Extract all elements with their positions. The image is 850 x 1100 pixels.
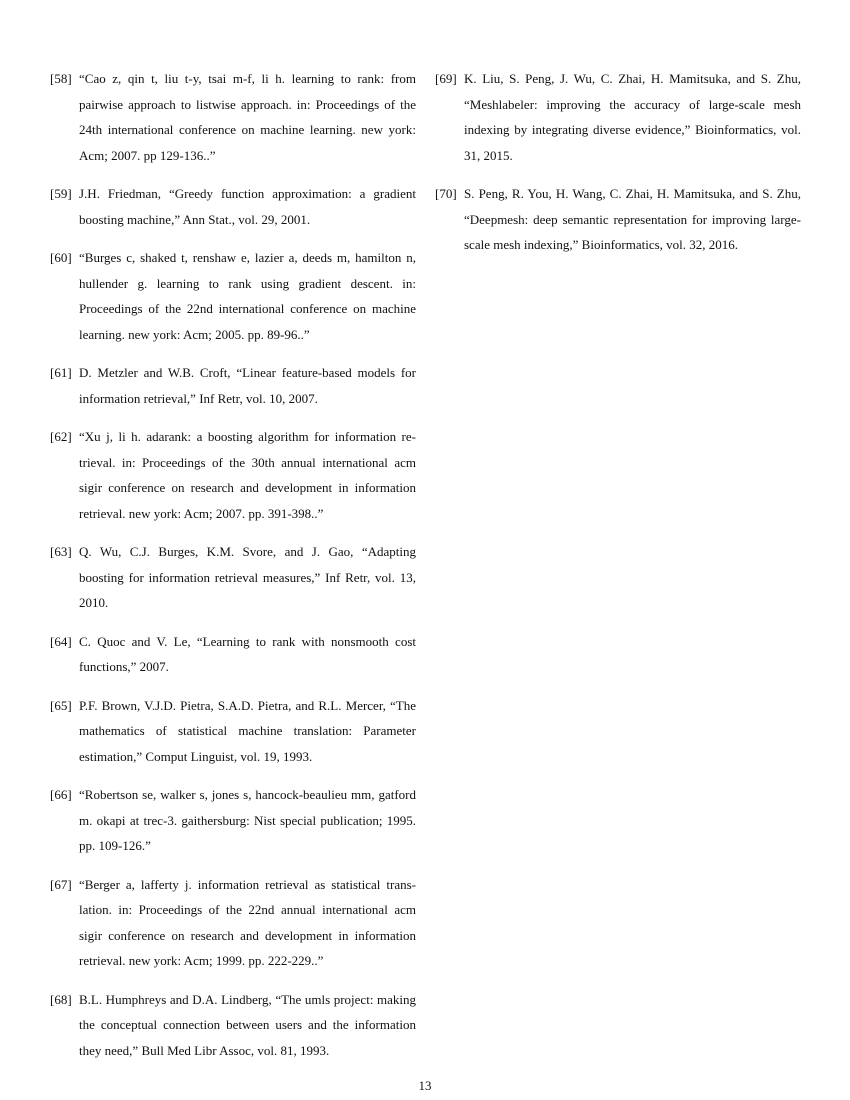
reference-entry	[435, 181, 801, 258]
reference-number: [66]	[50, 787, 72, 802]
reference-number: [70]	[435, 186, 457, 201]
reference-entry	[50, 629, 416, 680]
reference-text: “Berger a, lafferty j. information retrieval as statistical translation. in: Proceedings of the 22nd annual international acm sigir conference on research and development in information retrieval. new york: Acm; 1999. pp. 222-229..”	[79, 876, 416, 968]
reference-entry	[50, 245, 416, 347]
reference-number: [67]	[50, 876, 72, 892]
reference-entry	[50, 872, 416, 974]
reference-number: [58]	[50, 71, 72, 86]
reference-number: [69]	[435, 71, 457, 86]
page-number: 13	[418, 1078, 432, 1093]
reference-entry	[50, 424, 416, 526]
reference-number: [68]	[50, 991, 72, 1007]
reference-entry	[50, 539, 416, 616]
reference-entry	[435, 66, 801, 168]
reference-text: “Burges c, shaked t, renshaw e, lazier a, deeds m, hamilton n, hullender g. learning to rank using gradient descent. in: Proceedings of the 22nd international conference on machine learning. new york: Acm; 2005. pp. 89-96..”	[79, 250, 416, 342]
reference-entry	[50, 987, 416, 1064]
reference-text: P.F. Brown, V.J.D. Pietra, S.A.D. Pietra, and R.L. Mercer, “The mathematics of statistical machine translation: Parameter estimation,” Comput Linguist, vol. 19, 1993.	[79, 697, 416, 764]
reference-entry	[50, 360, 416, 411]
reference-number: [62]	[50, 429, 72, 444]
reference-number: [60]	[50, 250, 72, 265]
reference-number: [63]	[50, 544, 72, 559]
reference-text: C. Quoc and V. Le, “Learning to rank with nonsmooth cost functions,” 2007.	[79, 633, 416, 674]
reference-number: [61]	[50, 365, 72, 380]
reference-text: “Xu j, li h. adarank: a boosting algorithm for information retrieval. in: Proceedings of the 30th annual international acm sigir conference on research and development in information retrieval. new york: Acm; 2007. pp. 391-398..”	[79, 429, 416, 521]
reference-number: [65]	[50, 697, 72, 713]
reference-entry	[50, 181, 416, 232]
reference-text: “Robertson se, walker s, jones s, hancock-beaulieu mm, gatford m. okapi at trec-3. gaithersburg: Nist special publication; 1995. pp. 109-126.”	[79, 787, 416, 853]
reference-entry	[50, 66, 416, 168]
reference-text: “Cao z, qin t, liu t-y, tsai m-f, li h. learning to rank: from pairwise approach to listwise approach. in: Proceedings of the 24th international conference on machine learning. new york: Acm; 2007. pp 129-136..”	[79, 71, 416, 163]
reference-entry	[50, 693, 416, 770]
reference-entry	[50, 782, 416, 859]
reference-text: Q. Wu, C.J. Burges, K.M. Svore, and J. Gao, “Adapting boosting for information retrieval measures,” Inf Retr, vol. 13, 2010.	[79, 544, 416, 610]
reference-number: [59]	[50, 186, 72, 201]
reference-text: J.H. Friedman, “Greedy function approximation: a gradient boosting machine,” Ann Stat., vol. 29, 2001.	[79, 186, 416, 227]
reference-column-right	[435, 66, 801, 271]
reference-number: [64]	[50, 633, 72, 649]
reference-text: K. Liu, S. Peng, J. Wu, C. Zhai, H. Mamitsuka, and S. Zhu, “Meshlabeler: improving the accuracy of large-scale mesh indexing by integrating diverse evidence,” Bioinformatics, vol. 31, 2015.	[464, 71, 801, 163]
reference-text: B.L. Humphreys and D.A. Lindberg, “The umls project: making the conceptual connection between users and the information they need,” Bull Med Libr Assoc, vol. 81, 1993.	[79, 991, 416, 1058]
reference-text: D. Metzler and W.B. Croft, “Linear feature-based models for information retrieval,” Inf Retr, vol. 10, 2007.	[79, 365, 416, 406]
reference-column-left	[50, 66, 416, 1076]
reference-text: S. Peng, R. You, H. Wang, C. Zhai, H. Mamitsuka, and S. Zhu, “Deepmesh: deep semantic representation for improving large-scale mesh indexing,” Bioinformatics, vol. 32, 2016.	[464, 186, 801, 252]
